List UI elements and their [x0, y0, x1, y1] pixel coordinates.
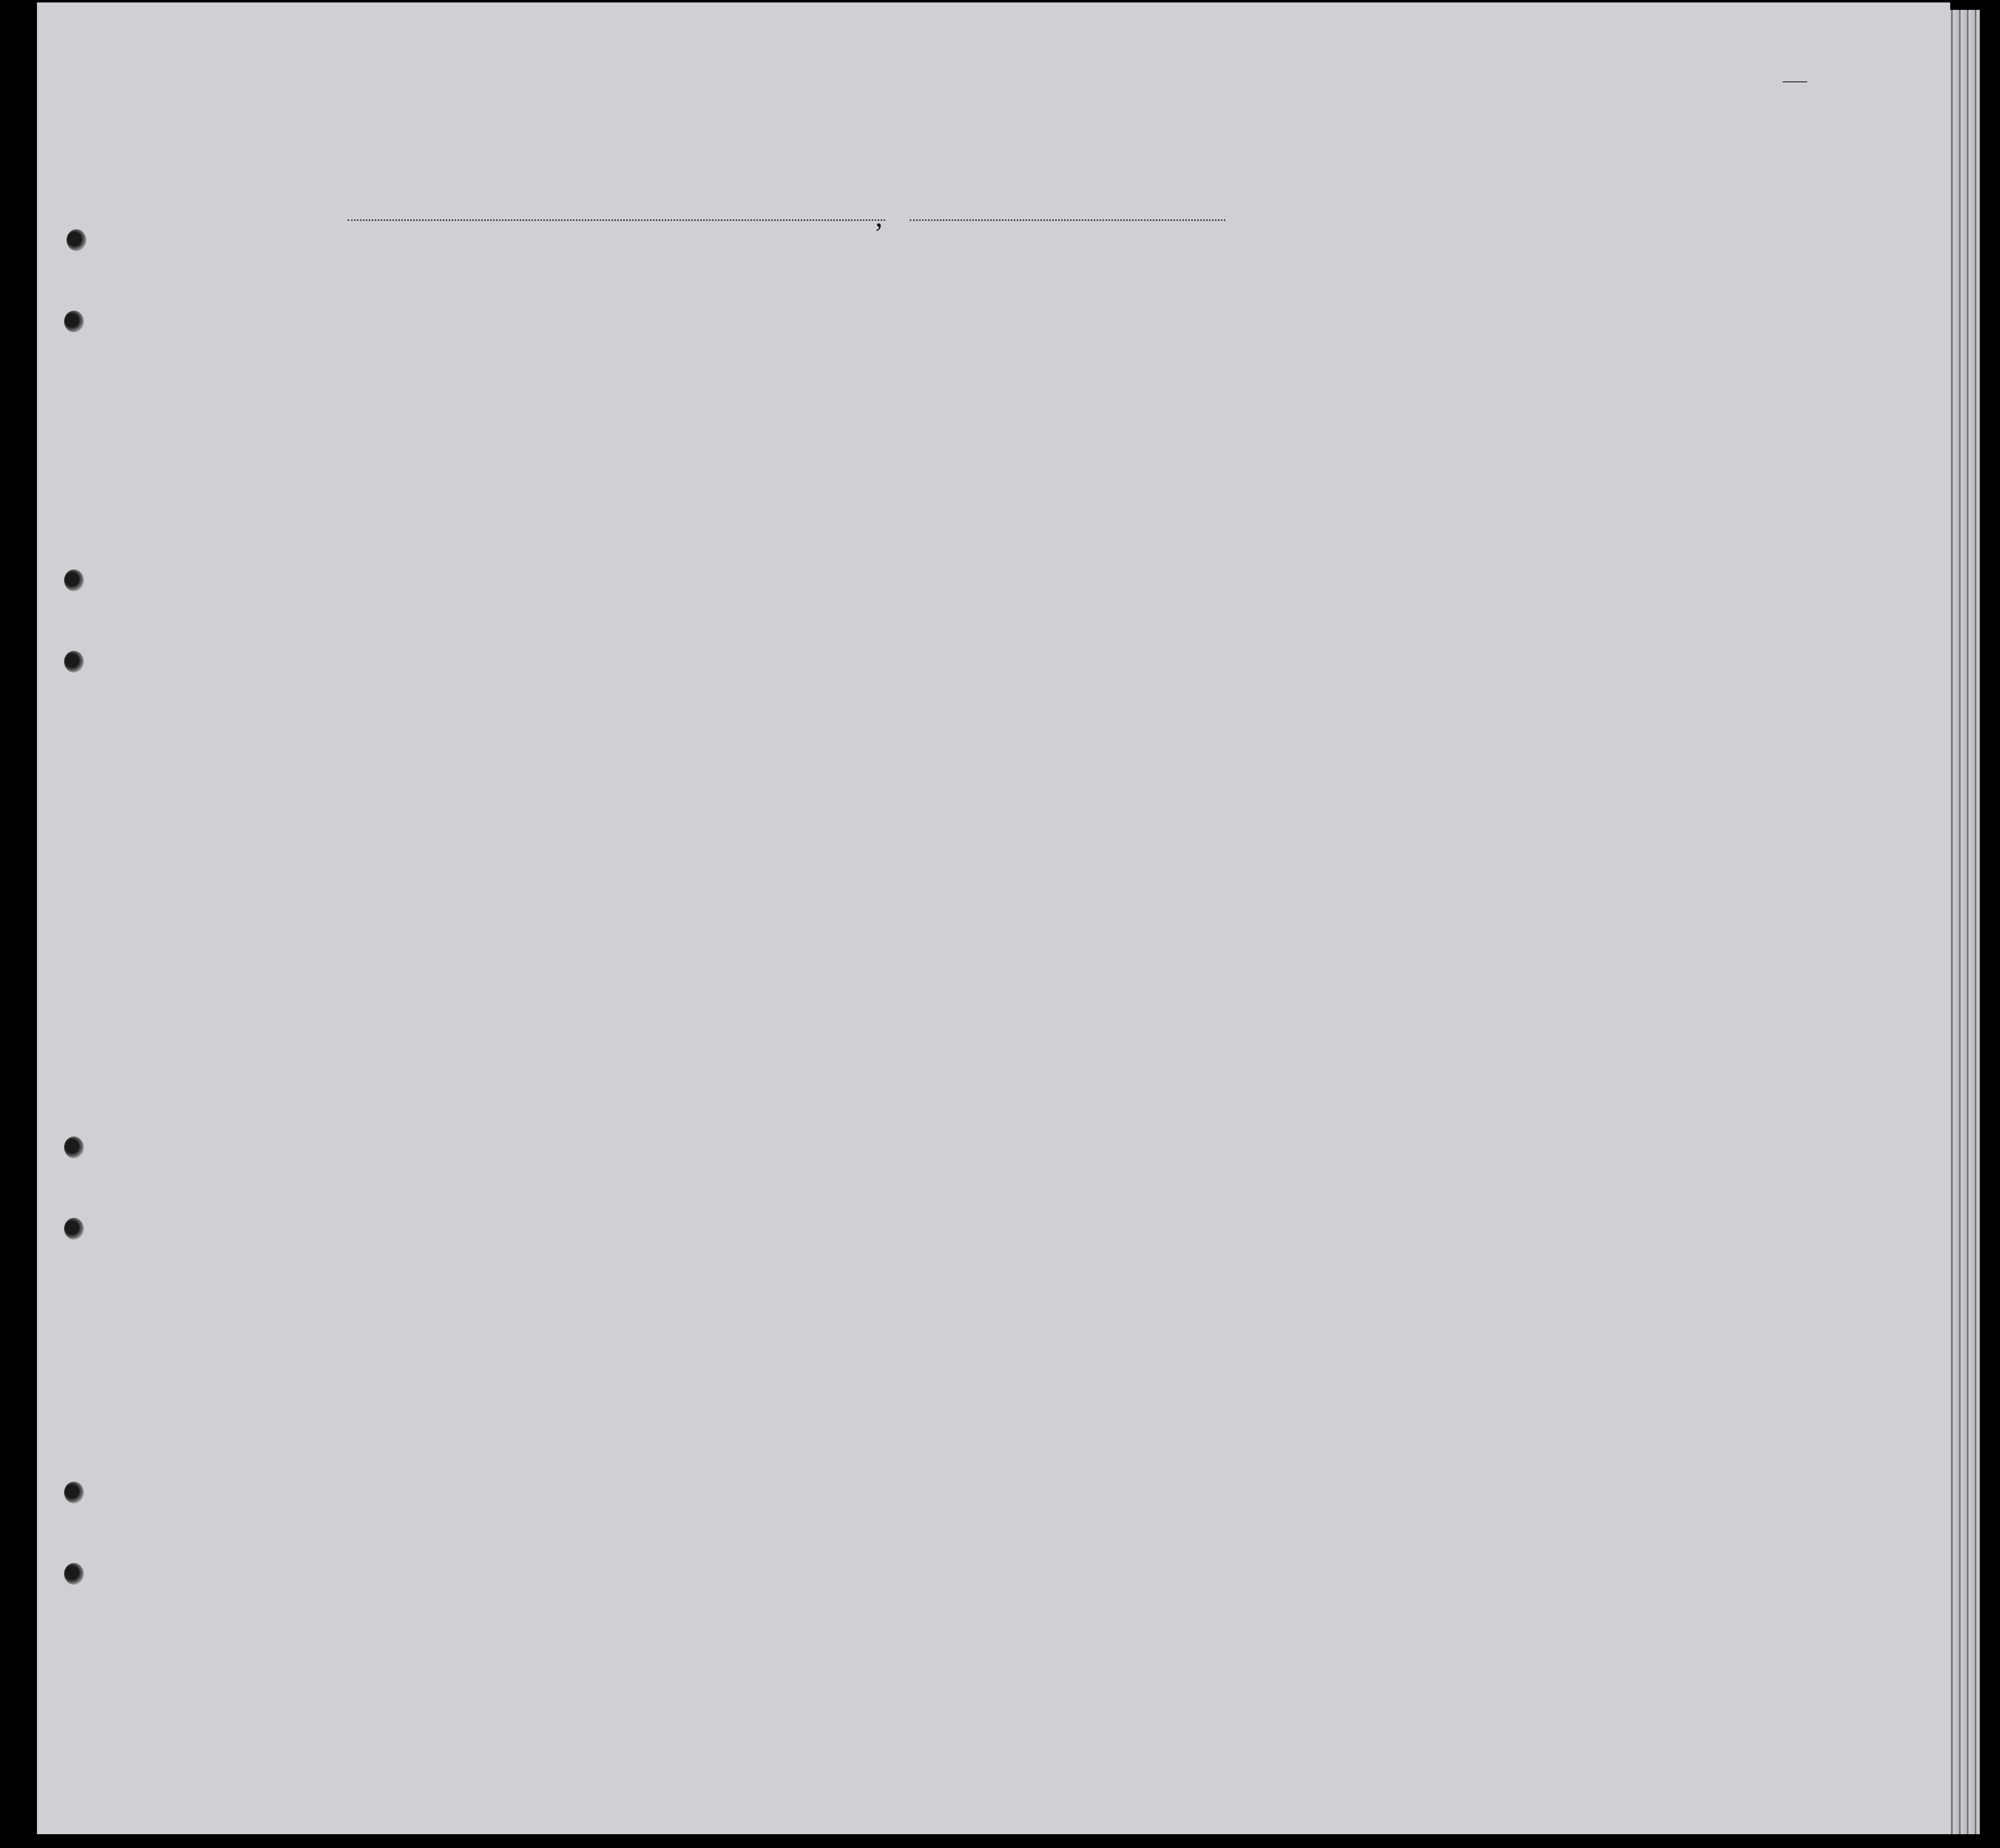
- manifest-grid: [37, 2, 1950, 1834]
- header-inches: [1691, 387, 1706, 422]
- header-ticket: [584, 288, 614, 412]
- header-feet: [1667, 392, 1681, 422]
- header-polygamist: [1325, 298, 1350, 417]
- header-overthrow: [1392, 298, 1431, 417]
- header-deported: [1492, 298, 1521, 417]
- header-offer: [1440, 298, 1474, 417]
- header-anarchist: [1355, 298, 1379, 417]
- manifest-sheet: ,: [37, 2, 1950, 1834]
- header-prison: [1289, 298, 1319, 417]
- header-fifty-dollars: [704, 284, 731, 412]
